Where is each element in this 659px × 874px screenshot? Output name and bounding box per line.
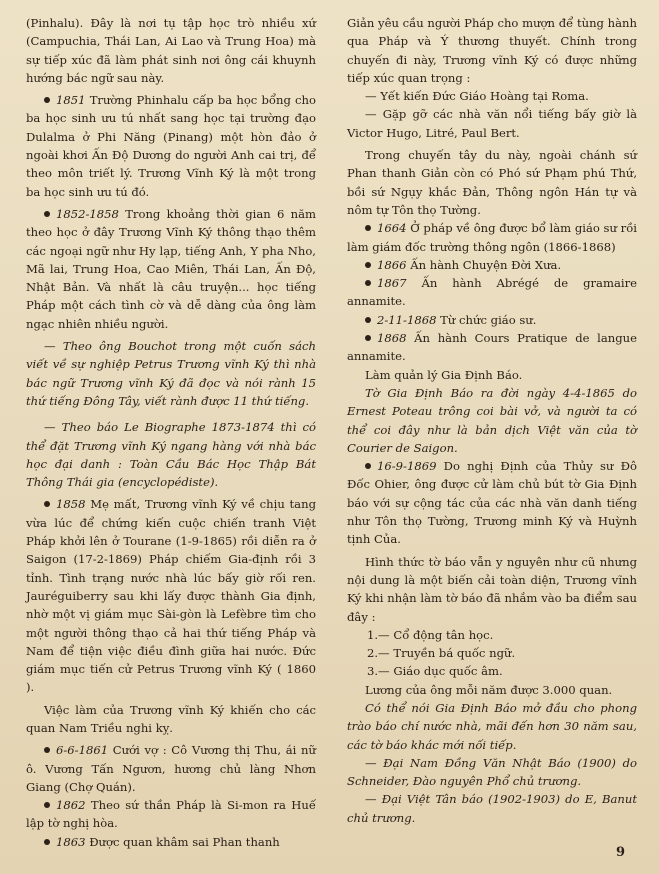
bullet-icon [365, 280, 371, 286]
paragraph-text: Ấn hành Abrégé de gramaire annamite. [347, 276, 637, 309]
date-label: 1863 [56, 834, 86, 849]
paragraph [347, 219, 637, 256]
bullet-icon [365, 317, 371, 323]
date-label: 6-6-1861 [56, 743, 109, 758]
paragraph-text: Ấn hành Cours Pratique de langue annamite. [347, 331, 637, 364]
right-column [347, 14, 637, 827]
italic-paragraph: Có thể nói Gia Định Báo mở đầu cho phong trào báo chí nước nhà, mãi đến hơn 30 năm sau, các tờ báo khác mới nối tiếp. [347, 700, 637, 752]
paragraph [26, 91, 316, 201]
paragraph: — Yết kiến Đức Giáo Hoàng tại Roma. [365, 89, 589, 104]
bullet-icon [44, 839, 50, 845]
date-label: 16-9-1869 [377, 459, 437, 474]
paragraph [347, 274, 637, 311]
date-label: 2-11-1868 [377, 312, 437, 327]
page-number: 9 [615, 845, 625, 860]
goal-list [347, 626, 637, 681]
paragraph-text: Theo sứ thần Pháp là Si-mon ra Huế lập tờ nghị hòa. [26, 798, 316, 831]
bullet-icon [365, 335, 371, 341]
date-label: 1867 [377, 276, 407, 291]
paragraph-text: Mẹ mất, Trương vĩnh Ký về chịu tang vừa lúc để chứng kiến cuộc chiến tranh Việt Pháp khởi lên ở Tourane (1-9-1865) rồi diễn ra ở Saigon (17-2-1869) Pháp chiếm Gia-định rồi 3 tỉnh. Tình trạng nước nhà lúc bấy giờ rối ren. Jauréguiberry sau khi lấy được thành Gia định, nhờ một vị giám mục Sài-gòn là Lefèbre tìm cho một người thông thạo cả hai thứ tiếng Pháp và Nam để tiện việc điều đình giữa hai nước. Đức giám mục tiến cử Petrus Trương vĩnh Ký ( 1860 ). [26, 497, 316, 695]
italic-paragraph: Tờ Gia Định Báo ra đời ngày 4-4-1865 do Ernest Poteau trông coi bài vở, và người ta có thể coi đây như là bản dịch Việt văn của tờ Courier de Saigon. [347, 385, 637, 455]
list-item: 3.— Giáo dục quốc âm. [367, 664, 503, 679]
italic-paragraph: — Đại Nam Đồng Văn Nhật Báo (1900) do Schneider, Đào nguyên Phổ chủ trương. [347, 755, 637, 789]
paragraph [347, 311, 637, 329]
bullet-icon [44, 97, 50, 103]
date-label: 1664 [377, 221, 407, 236]
paragraph-text: Trường Phinhalu cấp ba học bổng cho ba học sinh ưu tú nhất sang học tại trường đạo Dulalma ở Phi Năng (Pinang) một hòn đảo ở ngoài khơi Ấn Độ Dương do người Anh cai trị, để theo môn triết lý. Trương Vĩnh Ký là một trong ba học sinh ưu tú đó. [26, 93, 316, 199]
paragraph [26, 741, 316, 796]
paragraph-text: Cưới vợ : Cô Vương thị Thu, ái nữ ô. Vương Tấn Ngươn, hương chủ làng Nhơn Giang (Chợ Quán). [26, 743, 316, 794]
paragraph [26, 205, 316, 333]
paragraph [347, 256, 637, 274]
italic-paragraph: — Đại Việt Tân báo (1902-1903) do E, Banut chủ trương. [347, 792, 637, 825]
paragraph [347, 329, 637, 366]
paragraph: Làm quản lý Gia Định Báo. [365, 367, 523, 382]
paragraph [26, 833, 316, 851]
paragraph: Việc làm của Trương vĩnh Ký khiến cho các quan Nam Triều nghi kỵ. [26, 702, 316, 735]
paragraph: — Gặp gỡ các nhà văn nổi tiếng bấy giờ là Victor Hugo, Litré, Paul Bert. [347, 107, 637, 140]
left-column [26, 14, 316, 851]
paragraph-text: Từ chức giáo sư. [436, 312, 537, 327]
paragraph [26, 796, 316, 833]
paragraph [347, 457, 637, 548]
paragraph: Giản yêu cầu người Pháp cho mượn để tùng hành qua Pháp và Ý thương thuyết. Chính trong chuyến đi này, Trương vĩnh Ký có được những tiếp xúc quan trọng : [347, 16, 637, 85]
list-item: 2.— Truyền bá quốc ngữ. [367, 646, 516, 661]
paragraph: Trong chuyến tây du này, ngoài chánh sứ Phan thanh Giản còn có Phó sứ Phạm phú Thứ, bồi sứ Ngụy khắc Đản, Thông ngôn Hán tự và nôm tự Tôn thọ Tường. [347, 148, 637, 217]
paragraph-text: Trong khoảng thời gian 6 năm theo học ở đây Trương Vĩnh Ký thông thạo thêm các ngoại ngữ như Hy lạp, tiếng Anh, Y pha Nho, Mã lai, Trung Hoa, Cao Miên, Thái Lan, Ấn Độ, Nhật Bản. Và nhất là câu truyện... học tiếng Pháp một cách tình cờ và dễ dàng của ông làm ngạc nhiên nhiều người. [26, 206, 316, 331]
quote-paragraph: — Theo ông Bouchot trong một cuốn sách viết về sự nghiệp Petrus Trương vĩnh Ký thì nhà bác ngữ Trương vĩnh Ký đã đọc và nói rành 15 thứ tiếng Đông Tây, viết rành được 11 thứ tiếng. [26, 339, 316, 408]
date-label: 1866 [377, 257, 407, 272]
bullet-icon [365, 262, 371, 268]
bullet-icon [365, 463, 371, 469]
date-label: 1858 [56, 497, 86, 512]
bullet-icon [44, 211, 50, 217]
paragraph: Hình thức tờ báo vẫn y nguyên như cũ nhưng nội dung là một biến cải toàn diện, Trương vĩnh Ký khi nhận làm tờ báo đã nhắm vào ba điểm sau đây : [347, 554, 637, 624]
quote-paragraph: — Theo báo Le Biographe 1873-1874 thì có thể đặt Trương vĩnh Ký ngang hàng với nhà bác học đại danh : Toàn Cầu Bác Học Thập Bát Thông Thái gia (encyclopédiste). [26, 420, 316, 490]
date-label: 1851 [56, 93, 86, 108]
list-item: 1.— Cổ động tân học. [367, 627, 494, 642]
paragraph-text: Ở pháp về ông được bổ làm giáo sư rồi làm giám đốc trường thông ngôn (1866-1868) [347, 221, 637, 254]
paragraph: Lương của ông mỗi năm được 3.000 quan. [365, 682, 613, 697]
bullet-icon [44, 501, 50, 507]
paragraph-text: Do nghị Định của Thủy sư Đô Đốc Ohier, ông được cử làm chủ bút tờ Gia Định báo với sự cộng tác của các nhà văn danh tiếng như Tôn thọ Tường, Trương minh Ký và Huỳnh tịnh Của. [347, 459, 637, 547]
paragraph: (Pinhalu). Đây là nơi tụ tập học trò nhiều xứ (Campuchia, Thái Lan, Ai Lao và Trung Hoa) mà sự tiếp xúc đã làm phát sinh nơi ông cái khuynh hướng bác ngữ sau này. [26, 16, 316, 85]
date-label: 1868 [377, 331, 407, 346]
date-label: 1852-1858 [56, 206, 119, 221]
bullet-icon [44, 747, 50, 753]
paragraph [26, 495, 316, 696]
paragraph-text: Được quan khâm sai Phan thanh [85, 834, 280, 849]
date-label: 1862 [56, 798, 86, 813]
bullet-icon [44, 802, 50, 808]
bullet-icon [365, 225, 371, 231]
paragraph-text: Ấn hành Chuyện Đời Xưa. [406, 257, 562, 272]
